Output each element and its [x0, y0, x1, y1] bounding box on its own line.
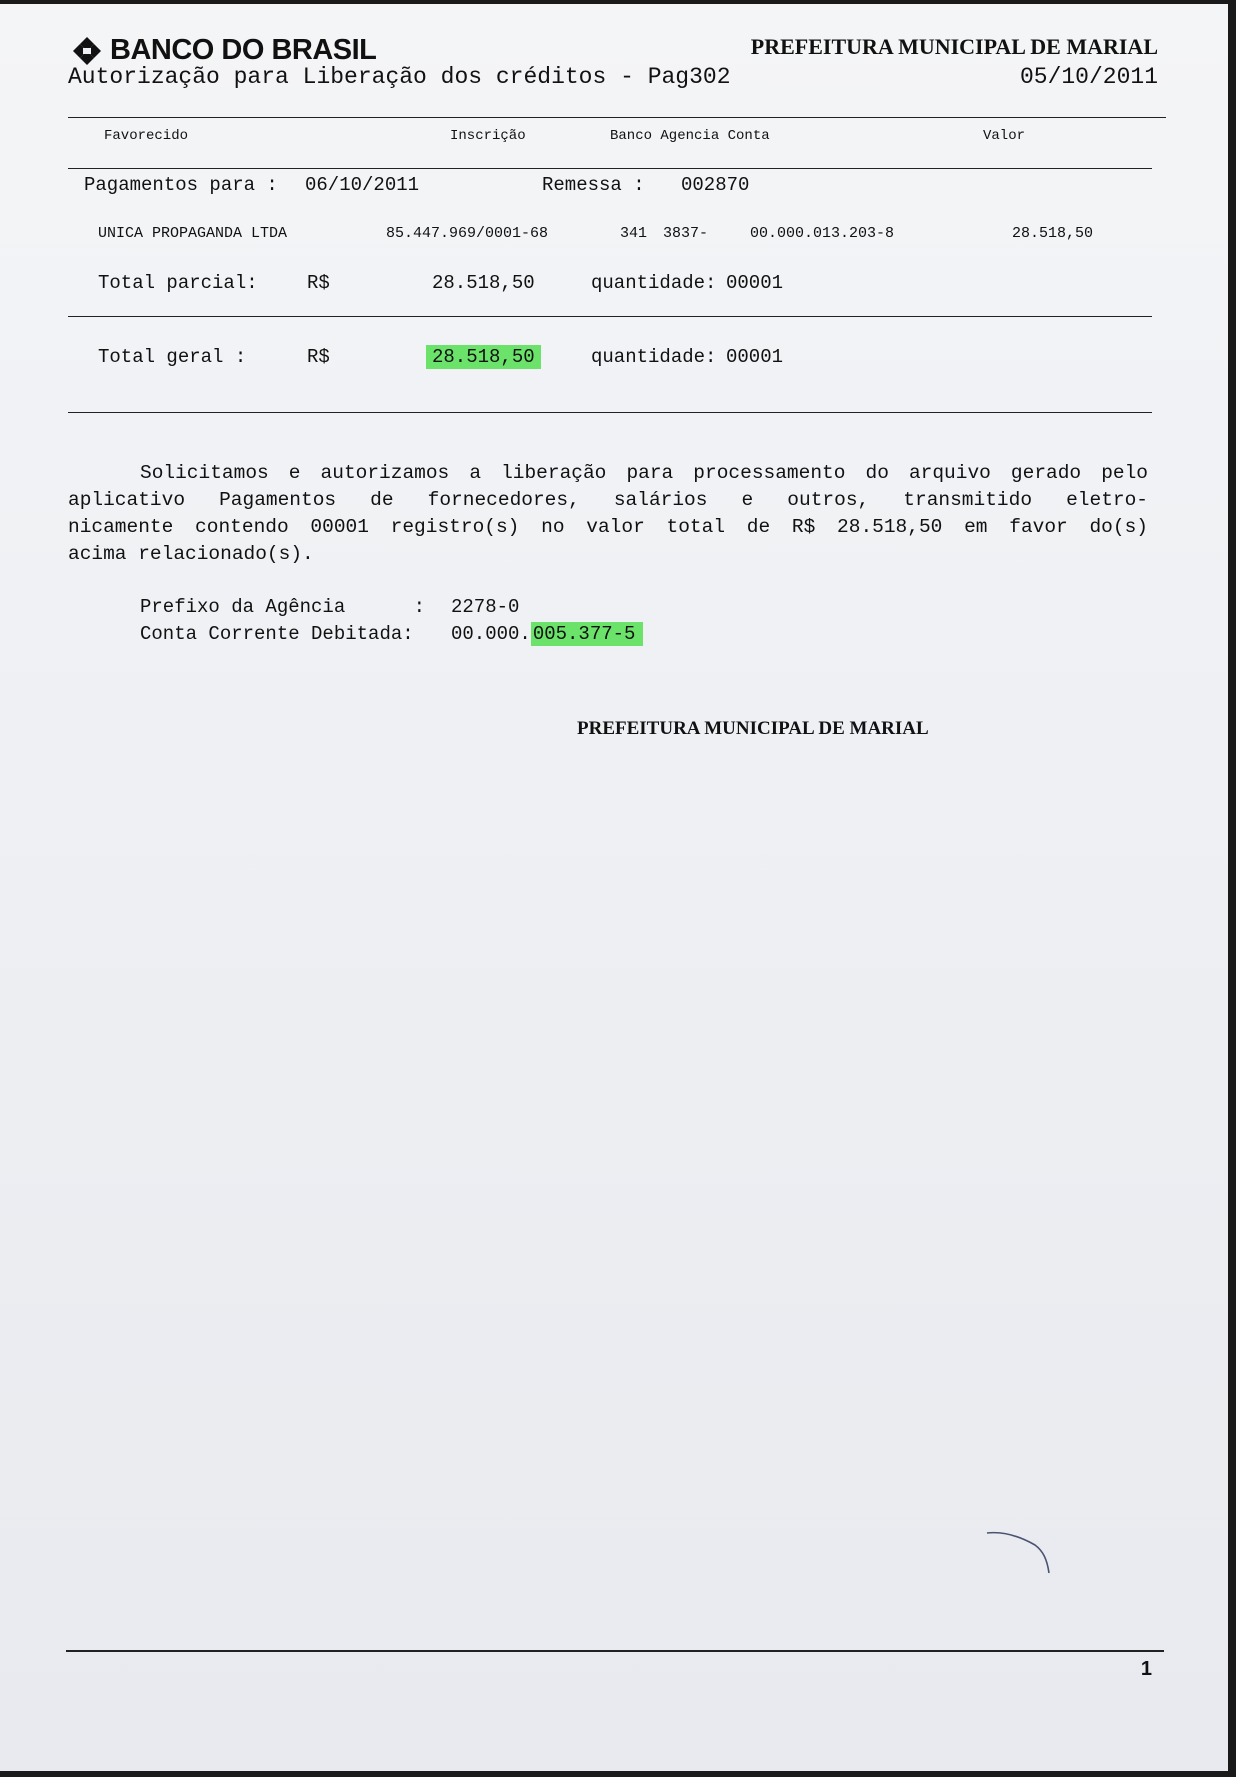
document-title: Autorização para Liberação dos créditos - Pag302 — [68, 64, 731, 90]
total-parcial-value: 28.518,50 — [432, 272, 535, 294]
document-date: 05/10/2011 — [1019, 64, 1158, 90]
column-header-valor: Valor — [983, 128, 1026, 144]
total-parcial-currency: R$ — [307, 272, 330, 294]
total-geral-qty: 00001 — [726, 346, 784, 368]
column-header-inscricao: Inscrição — [450, 128, 526, 144]
header-divider — [68, 117, 1166, 118]
signature-organization: PREFEITURA MUNICIPAL DE MARIAL — [577, 718, 929, 739]
paragraph-line-2: aplicativo Pagamentos de fornecedores, salários e outros, transmitido eletro- — [68, 489, 1148, 511]
pen-stroke-mark — [985, 1529, 1055, 1579]
footer-divider — [66, 1650, 1164, 1652]
subtotal-divider — [68, 316, 1152, 317]
remessa-number: 002870 — [681, 174, 750, 196]
total-divider — [68, 412, 1152, 413]
total-geral-label: Total geral : — [98, 346, 247, 368]
paragraph-line-4: acima relacionado(s). — [68, 543, 314, 565]
conta-value — [451, 623, 643, 645]
column-header-banco-agencia-conta: Banco Agencia Conta — [610, 128, 770, 144]
prefixo-label: Prefixo da Agência : — [140, 596, 426, 618]
pagamentos-label: Pagamentos para : — [84, 174, 278, 196]
paragraph-line-1: Solicitamos e autorizamos a liberação para processamento do arquivo gerado pelo — [140, 462, 1148, 484]
total-parcial-qty: 00001 — [726, 272, 784, 294]
total-parcial-label: Total parcial: — [98, 272, 258, 294]
bank-logo — [70, 34, 376, 67]
total-parcial-qty-label: quantidade: — [591, 272, 717, 294]
conta-label: Conta Corrente Debitada: — [140, 623, 414, 645]
total-geral-highlight: 28.518,50 — [426, 345, 541, 369]
prefixo-value: 2278-0 — [451, 596, 520, 618]
row-banco: 341 — [620, 225, 648, 242]
conta-prefix: 00.000. — [451, 623, 531, 645]
row-conta: 00.000.013.203-8 — [750, 225, 895, 242]
column-header-favorecido: Favorecido — [104, 128, 189, 144]
total-geral-value — [432, 346, 541, 368]
pagamentos-date: 06/10/2011 — [305, 174, 420, 196]
row-valor: 28.518,50 — [1012, 225, 1094, 242]
total-geral-qty-label: quantidade: — [591, 346, 717, 368]
columns-divider — [68, 168, 1152, 169]
banco-do-brasil-logo-icon — [70, 36, 104, 66]
organization-name: PREFEITURA MUNICIPAL DE MARIAL — [750, 34, 1158, 59]
paragraph-line-3: nicamente contendo 00001 registro(s) no valor total de R$ 28.518,50 em favor do(s) — [68, 516, 1148, 538]
row-favorecido: UNICA PROPAGANDA LTDA — [98, 225, 288, 242]
bank-name: BANCO DO BRASIL — [110, 34, 377, 66]
row-agencia: 3837- — [663, 225, 709, 242]
conta-highlight: 005.377-5 — [531, 622, 644, 646]
row-inscricao: 85.447.969/0001-68 — [386, 225, 549, 242]
total-geral-currency: R$ — [307, 346, 330, 368]
remessa-label: Remessa : — [542, 174, 645, 196]
page-number: 1 — [1140, 1658, 1152, 1680]
authorization-paragraph — [68, 460, 1148, 568]
